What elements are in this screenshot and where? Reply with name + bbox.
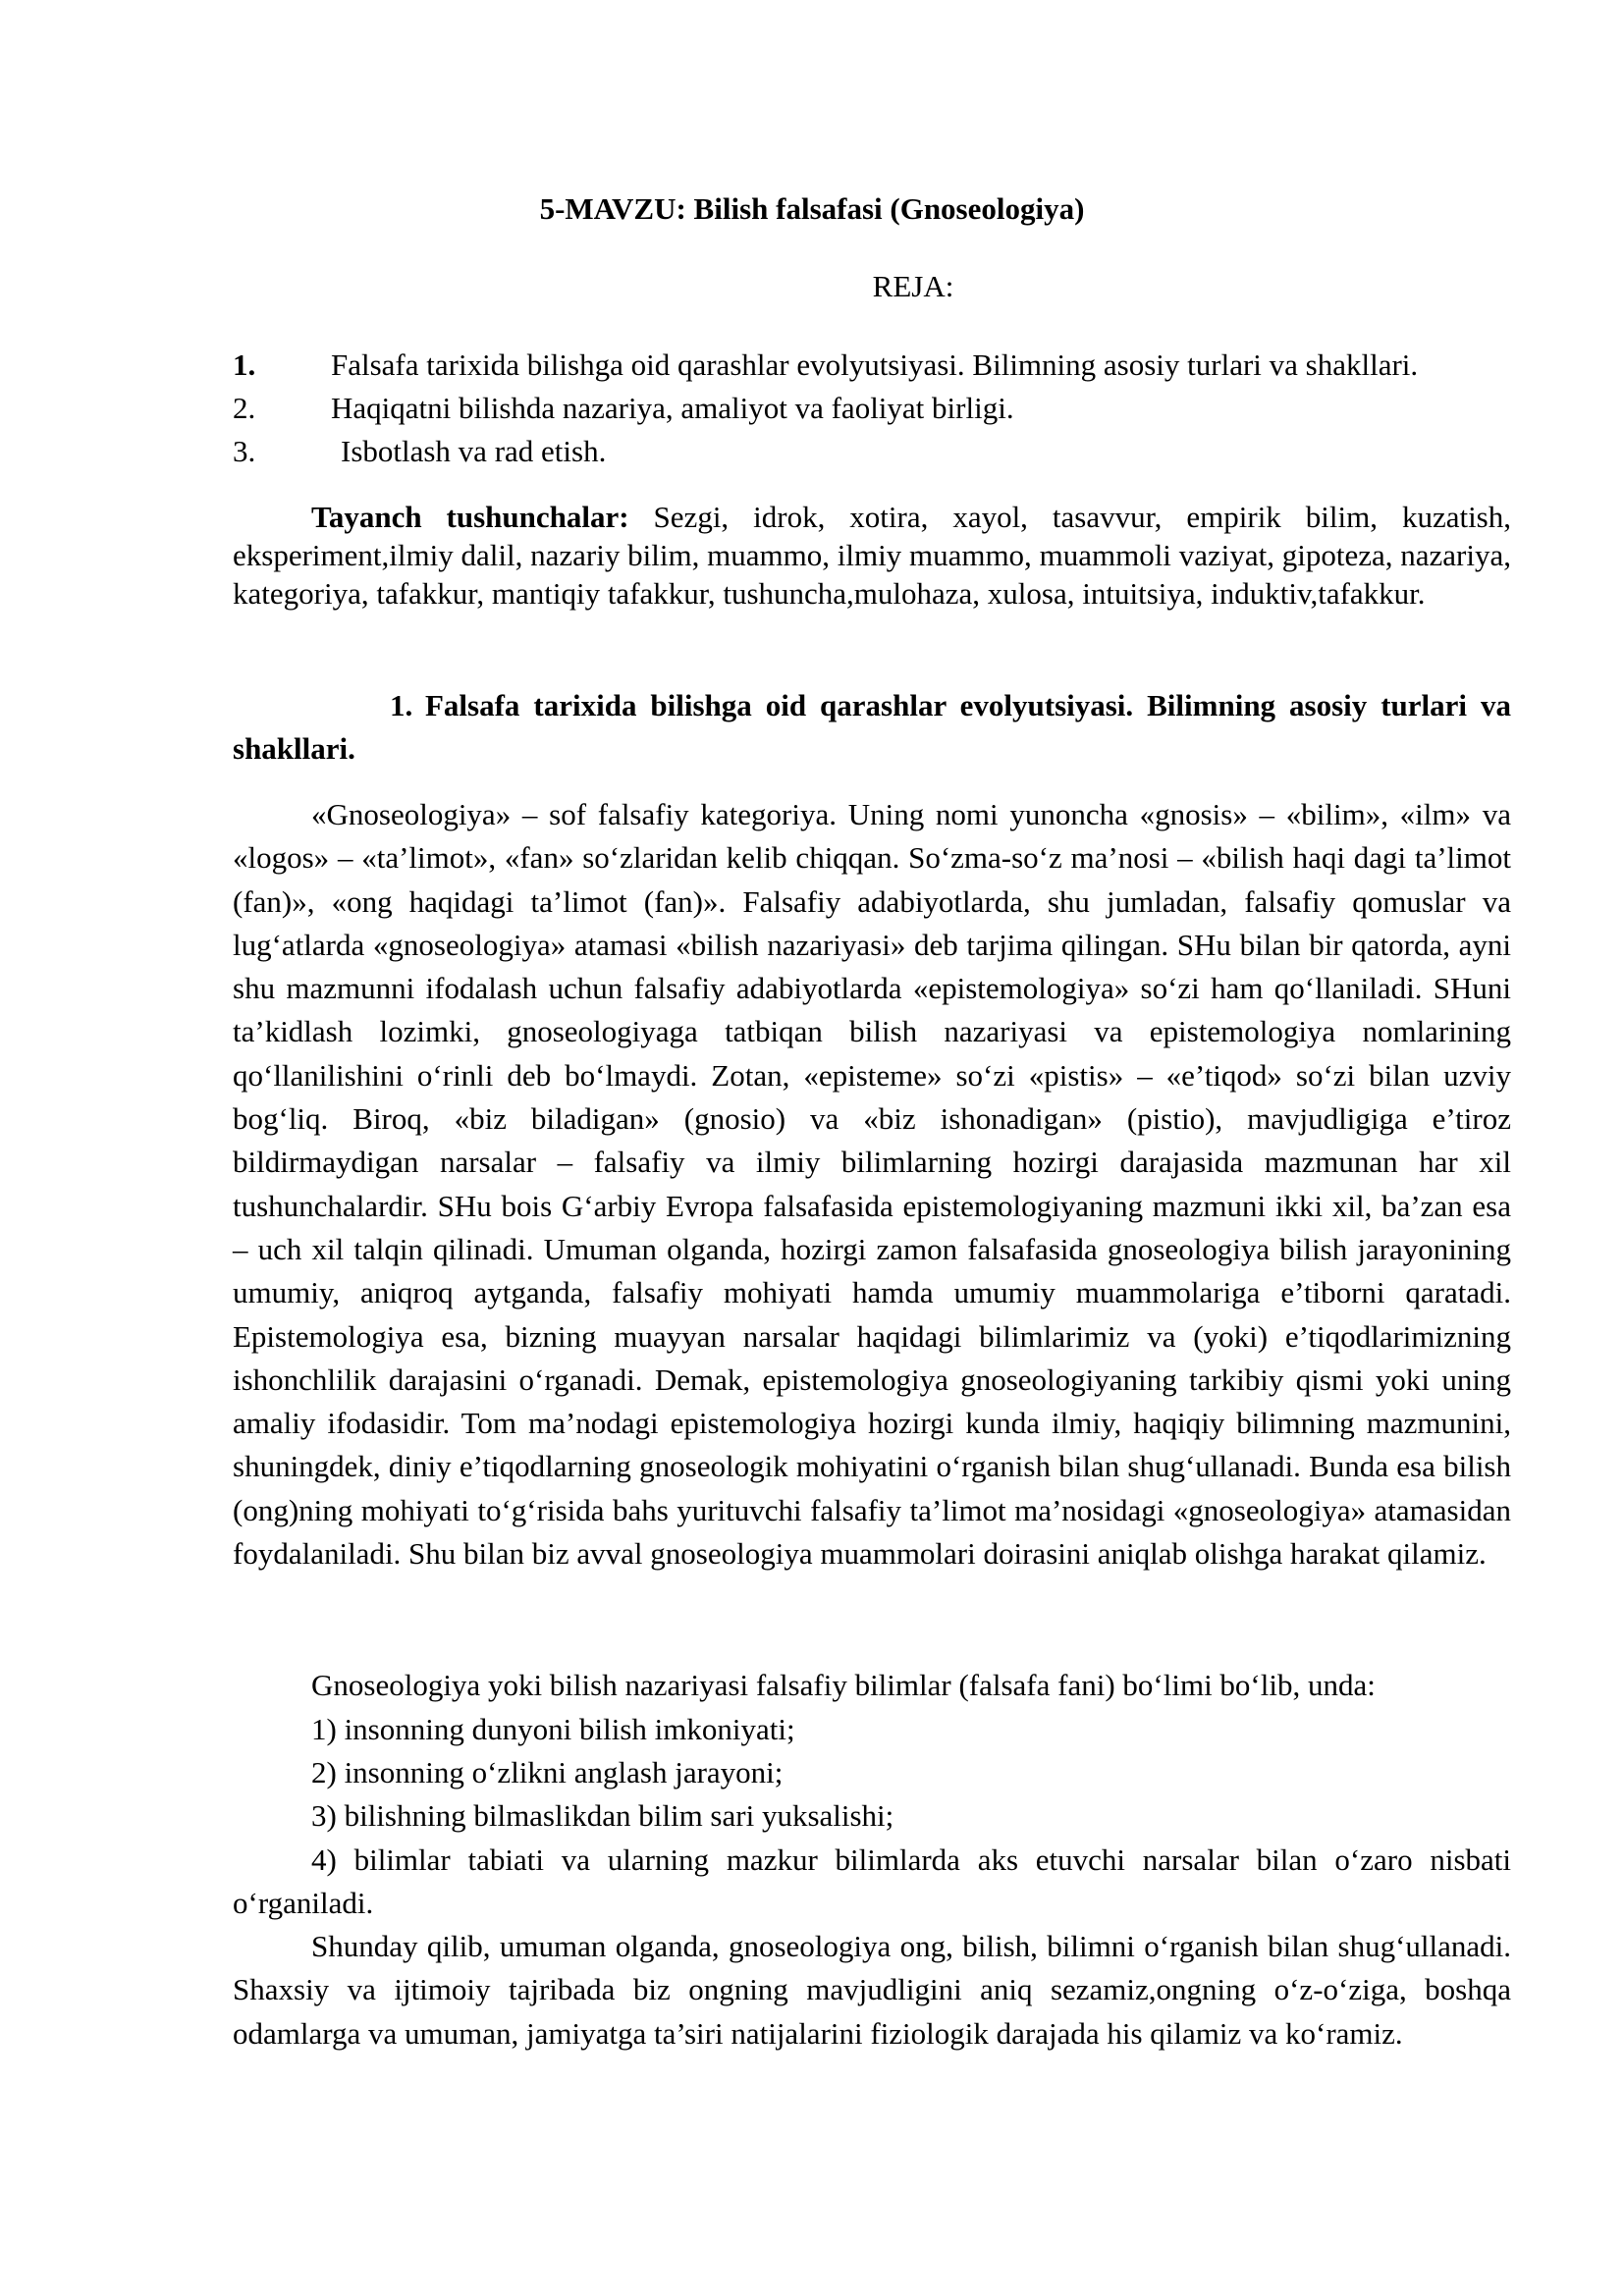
document-title: 5-MAVZU: Bilish falsafasi (Gnoseologiya): [539, 191, 1085, 226]
plan-item: [233, 387, 1509, 430]
list-item: 3) bilishning bilmaslikdan bilim sari yuksalishi;: [311, 1798, 894, 1833]
plan-item: [233, 344, 1509, 387]
plan-item-number: 1.: [233, 347, 256, 382]
body-paragraph: Shunday qilib, umuman olganda, gnoseologiya ong, bilish, bilimni o‘rganish bilan shug‘ullanadi. Shaxsiy va ijtimoiy tajribada biz ongning mavjudligini aniq sezamiz,ongning o‘z-o‘ziga, boshqa odamlarga va umuman, jamiyatga ta’siri natijalarini fiziologik darajada his qilamiz va ko‘ramiz.: [233, 1929, 1511, 2051]
keywords-text: Sezgi, idrok, xotira, xayol, tasavvur, empirik bilim, kuzatish, eksperiment,ilmiy dalil, nazariy bilim, muammo, ilmiy muammo, muammoli vaziyat, gipoteza, nazariya, kategoriya, tafakkur, mantiqiy tafakkur, tushuncha,mulohaza, xulosa, intuitsiya, induktiv,tafakkur.: [233, 500, 1511, 611]
list-item: 4) bilimlar tabiati va ularning mazkur bilimlarda aks etuvchi narsalar bilan o‘zaro nisbati o‘rganiladi.: [233, 1842, 1511, 1921]
plan-item-text: Haqiqatni bilishda nazariya, amaliyot va faoliyat birligi.: [331, 391, 1014, 425]
body-paragraph: Gnoseologiya yoki bilish nazariyasi falsafiy bilimlar (falsafa fani) bo‘limi bo‘lib, unda:: [311, 1668, 1376, 1702]
section-number: 1.: [390, 688, 413, 722]
plan-item-number: 3.: [233, 434, 256, 468]
plan-list: [233, 344, 1509, 473]
section-heading: [233, 684, 1511, 771]
plan-item-text: Falsafa tarixida bilishga oid qarashlar evolyutsiyasi. Bilimning asosiy turlari va shakllari.: [331, 347, 1419, 382]
plan-item: [233, 430, 1509, 473]
list-item: 1) insonning dunyoni bilish imkoniyati;: [311, 1712, 795, 1746]
keywords-paragraph: [233, 498, 1511, 613]
keywords-label: Tayanch tushunchalar:: [311, 500, 629, 534]
plan-item-number: 2.: [233, 391, 256, 425]
section-title: Falsafa tarixida bilishga oid qarashlar evolyutsiyasi. Bilimning asosiy turlari va shakllari.: [233, 688, 1511, 766]
body-paragraph: «Gnoseologiya» – sof falsafiy kategoriya. Uning nomi yunoncha «gnosis» – «bilim», «ilm» va «logos» – «ta’limot», «fan» so‘zlaridan kelib chiqqan. So‘zma-so‘z ma’nosi – «bilish haqi dagi ta’limot (fan)», «ong haqidagi ta’limot (fan)». Falsafiy adabiyotlarda, shu jumladan, falsafiy qomuslar va lug‘atlarda «gnoseologiya» atamasi «bilish nazariyasi» deb tarjima qilingan. SHu bilan bir qatorda, ayni shu mazmunni ifodalash uchun falsafiy adabiyotlarda «epistemologiya» so‘zi ham qo‘llaniladi. SHuni ta’kidlash lozimki, gnoseologiyaga tatbiqan bilish nazariyasi va epistemologiya nomlarining qo‘llanilishini o‘rinli deb bo‘lmaydi. Zotan, «episteme» so‘zi «pistis» – «e’tiqod» so‘zi bilan uzviy bog‘liq. Biroq, «biz biladigan» (gnosio) va «biz ishonadigan» (pistio), mavjudligiga e’tiroz bildirmaydigan narsalar – falsafiy va ilmiy bilimlarning hozirgi darajasida mazmunan har xil tushunchalardir. SHu bois G‘arbiy Evropa falsafasida epistemologiyaning mazmuni ikki xil, ba’zan esa – uch xil talqin qilinadi. Umuman olganda, hozirgi zamon falsafasida gnoseologiya bilish jarayonining umumiy, aniqroq aytganda, falsafiy mohiyati hamda umumiy muammolariga e’tiborni qaratadi. Epistemologiya esa, bizning muayyan narsalar haqidagi bilimlarimiz va (yoki) e’tiqodlarimizning ishonchlilik darajasini o‘rganadi. Demak, epistemologiya gnoseologiyaning tarkibiy qismi yoki uning amaliy ifodasidir. Tom ma’nodagi epistemologiya hozirgi kunda ilmiy, haqiqiy bilimning mazmunini, shuningdek, diniy e’tiqodlarning gnoseologik mohiyatini o‘rganish bilan shug‘ullanadi. Bunda esa bilish (ong)ning mohiyati to‘g‘risida bahs yurituvchi falsafiy ta’limot ma’nosidagi «gnoseologiya» atamasidan foydalaniladi. Shu bilan biz avval gnoseologiya muammolari doirasini aniqlab olishga harakat qilamiz.: [233, 797, 1511, 1572]
list-item: 2) insonning o‘zlikni anglash jarayoni;: [311, 1755, 784, 1789]
plan-item-text: Isbotlash va rad etish.: [341, 434, 607, 468]
plan-heading: REJA:: [872, 269, 954, 303]
